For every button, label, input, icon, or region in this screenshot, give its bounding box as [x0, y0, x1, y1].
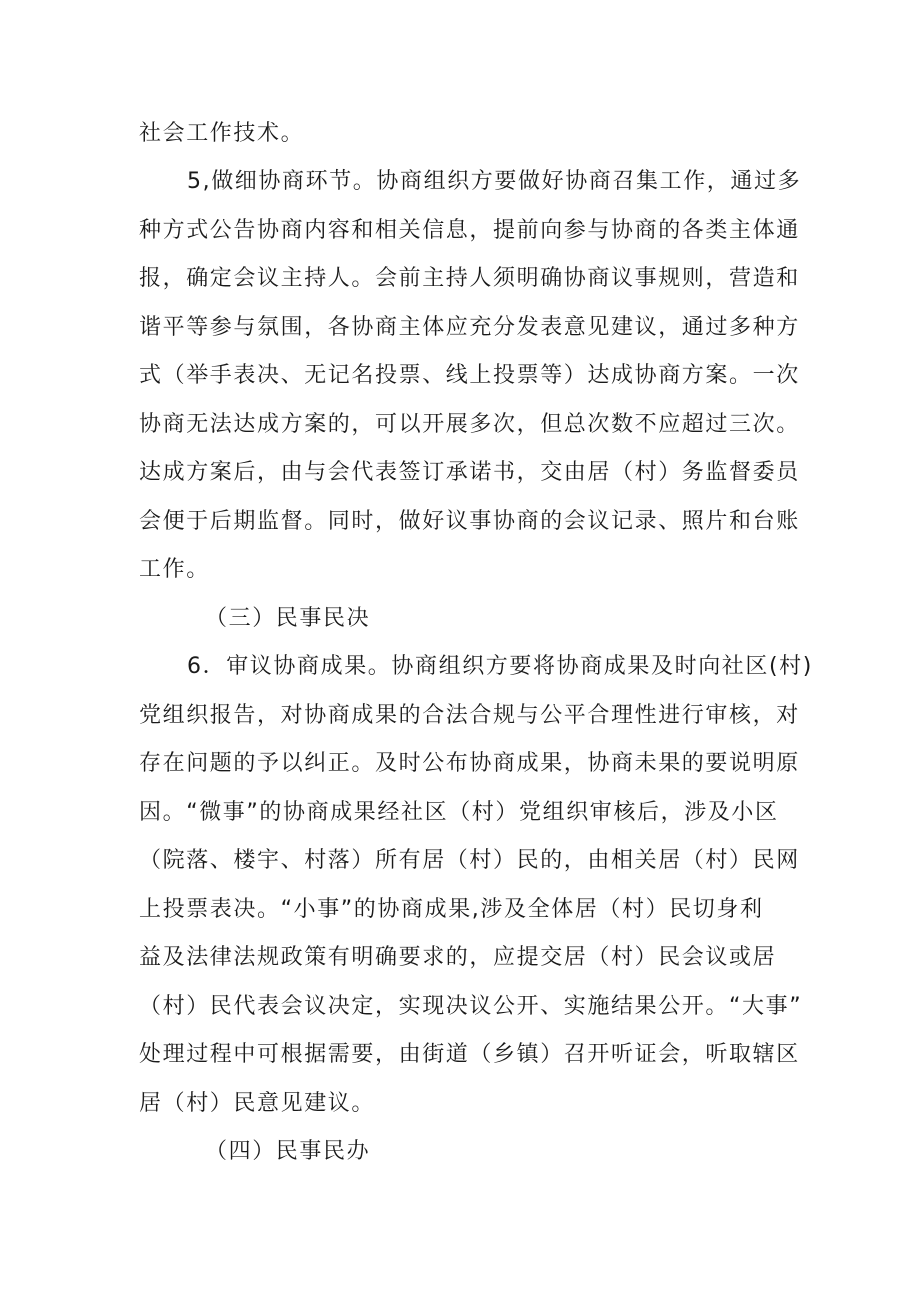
text-line-5: 谐平等参与氛围，各协商主体应充分发表意见建议，通过多种方	[139, 315, 800, 340]
text-line-17: 上投票表决。“小事”的协商成果,涉及全体居（村）民切身利	[139, 897, 764, 922]
text-line-20: 处理过程中可根据需要，由街道（乡镇）召开听证会，听取辖区	[139, 1042, 800, 1067]
text-line-7: 协商无法达成方案的，可以开展多次，但总次数不应超过三次。	[139, 412, 800, 437]
section-heading-3: （三）民事民决	[205, 606, 371, 631]
section-heading-4: （四）民事民办	[205, 1139, 371, 1164]
text-line-15: 因。“微事”的协商成果经社区（村）党组织审核后，涉及小区	[139, 800, 779, 825]
text-line-16: （院落、楼宇、村落）所有居（村）民的，由相关居（村）民网	[139, 848, 800, 873]
text-line-4: 报，确定会议主持人。会前主持人须明确协商议事规则，营造和	[139, 266, 800, 291]
text-line-6: 式（举手表决、无记名投票、线上投票等）达成协商方案。一次	[139, 363, 800, 388]
text-line-3: 种方式公告协商内容和相关信息，提前向参与协商的各类主体通	[139, 218, 800, 243]
text-line-10: 工作。	[139, 557, 210, 582]
paragraph-5-first-line: 5,做细协商环节。协商组织方要做好协商召集工作，通过多	[187, 169, 802, 194]
text-line-14: 存在问题的予以纠正。及时公布协商成果，协商未果的要说明原	[139, 751, 800, 776]
text-line-1: 社会工作技术。	[139, 121, 305, 146]
text-line-21: 居（村）民意见建议。	[139, 1091, 376, 1116]
text-line-8: 达成方案后，由与会代表签订承诺书，交由居（村）务监督委员	[139, 460, 800, 485]
text-line-19: （村）民代表会议决定，实现决议公开、实施结果公开。“大事”	[139, 994, 803, 1019]
paragraph-6-first-line: 6．审议协商成果。协商组织方要将协商成果及时向社区(村)	[187, 654, 813, 679]
text-line-13: 党组织报告，对协商成果的合法合规与公平合理性进行审核，对	[139, 703, 800, 728]
text-line-9: 会便于后期监督。同时，做好议事协商的会议记录、照片和台账	[139, 509, 800, 534]
text-line-18: 益及法律法规政策有明确要求的，应提交居（村）民会议或居	[139, 945, 777, 970]
